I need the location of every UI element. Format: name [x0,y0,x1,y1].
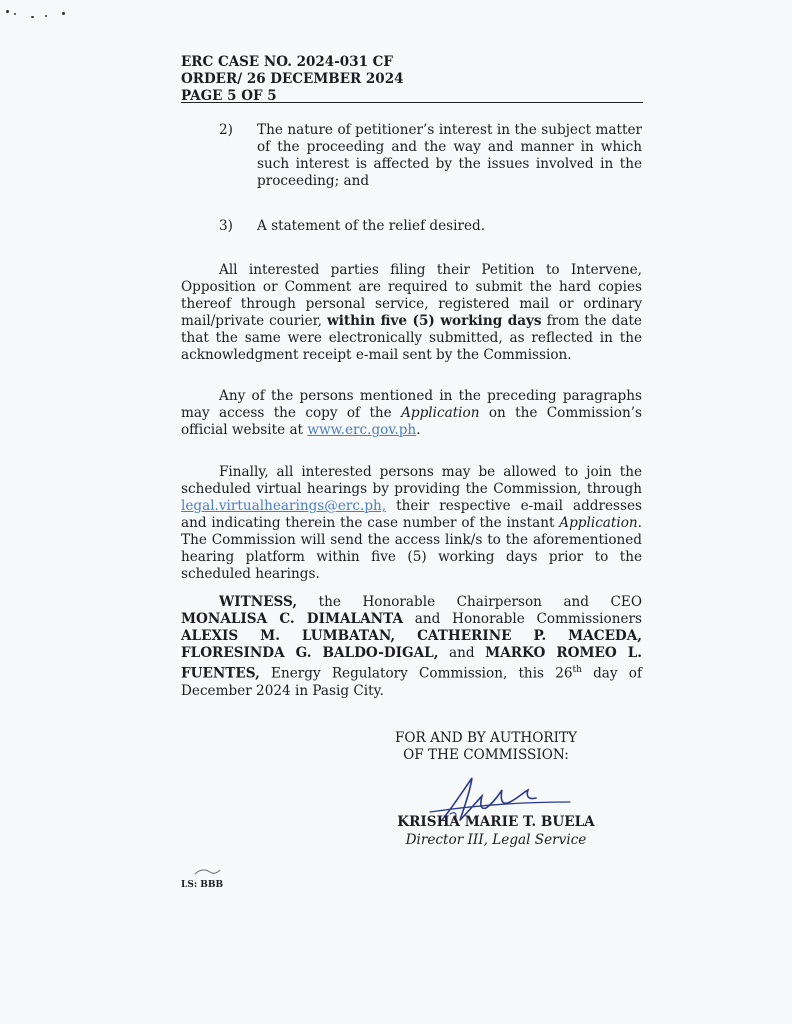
paragraph-text: and Honorable Commissioners [403,611,642,627]
deadline-emphasis: within five (5) working days [327,313,542,329]
paragraph-text: . [416,422,421,438]
reference-initials: LS: BBB [181,880,224,890]
case-number: ERC CASE NO. 2024-031 CF [181,54,394,70]
document-header [181,54,643,105]
initial-mark [192,866,222,878]
application-emphasis: Application [559,515,638,531]
list-item-number: 3) [219,218,233,234]
header-divider [181,102,643,103]
application-emphasis: Application [401,405,480,421]
paragraph-text: . The Commission will send the access link/s to the aforementioned hearing platform within five (5) working days prior to the scheduled hearings. [181,515,642,582]
order-date: ORDER/ 26 DECEMBER 2024 [181,71,404,87]
scan-speck [45,15,47,17]
list-item-text: A statement of the relief desired. [257,218,486,234]
commissioner-names: ALEXIS M. LUMBATAN, CATHERINE P. MACEDA, FLORESINDA G. BALDO-DIGAL, [181,628,642,661]
authority-line: FOR AND BY AUTHORITY [394,730,578,746]
scan-speck [62,12,65,15]
authority-block [370,730,602,764]
list-item-number: 2) [219,122,233,138]
paragraph-text: the Honorable Chairperson and CEO [297,594,642,610]
paragraph-text: Any of the persons mentioned in the preceding paragraphs may access the copy of the [181,388,642,421]
paragraph-text: on the Commission’s official website at [181,405,642,438]
hearings-email-link[interactable]: legal.virtualhearings@erc.ph, [181,498,387,514]
signatory-title: Director III, Legal Service [405,832,587,848]
scan-speck [6,10,9,13]
ordinal-suffix: th [572,665,582,675]
signatory-name: KRISHA MARIE T. BUELA [397,814,595,830]
paragraph-text: and [438,645,486,661]
witness-label: WITNESS, [219,594,298,610]
commissioner-name: MARKO ROMEO L. FUENTES, [181,645,642,682]
authority-line: OF THE COMMISSION: [403,747,569,763]
list-item-text: The nature of petitioner’s interest in the subject matter of the proceeding and the way and manner in which such interest is affected by the issues involved in the proceeding; and [257,122,642,189]
erc-website-link[interactable]: www.erc.gov.ph [307,422,417,438]
scan-speck [31,16,34,18]
page-number: PAGE 5 OF 5 [181,88,277,104]
paragraph-virtual-hearings [181,464,642,583]
paragraph-text: Finally, all interested persons may be allowed to join the scheduled virtual hearings by providing the Commission, through [181,464,642,497]
paragraph-text: from the date that the same were electronically submitted, as reflected in the acknowledgment receipt e-mail sent by the Commission. [181,313,642,363]
paragraph-submission [181,262,642,364]
chairperson-name: MONALISA C. DIMALANTA [181,611,403,627]
paragraph-text: their respective e-mail addresses and indicating therein the case number of the instant [181,498,642,531]
paragraph-witness [181,594,642,700]
scan-speck [14,13,16,15]
paragraph-text: day of December 2024 in Pasig City. [181,665,642,699]
paragraph-text: All interested parties filing their Petition to Intervene, Opposition or Comment are required to submit the hard copies thereof through personal service, registered mail or ordinary mail/private courier, [181,262,642,329]
paragraph-text: Energy Regulatory Commission, this 26 [259,665,573,682]
paragraph-website [181,388,642,439]
